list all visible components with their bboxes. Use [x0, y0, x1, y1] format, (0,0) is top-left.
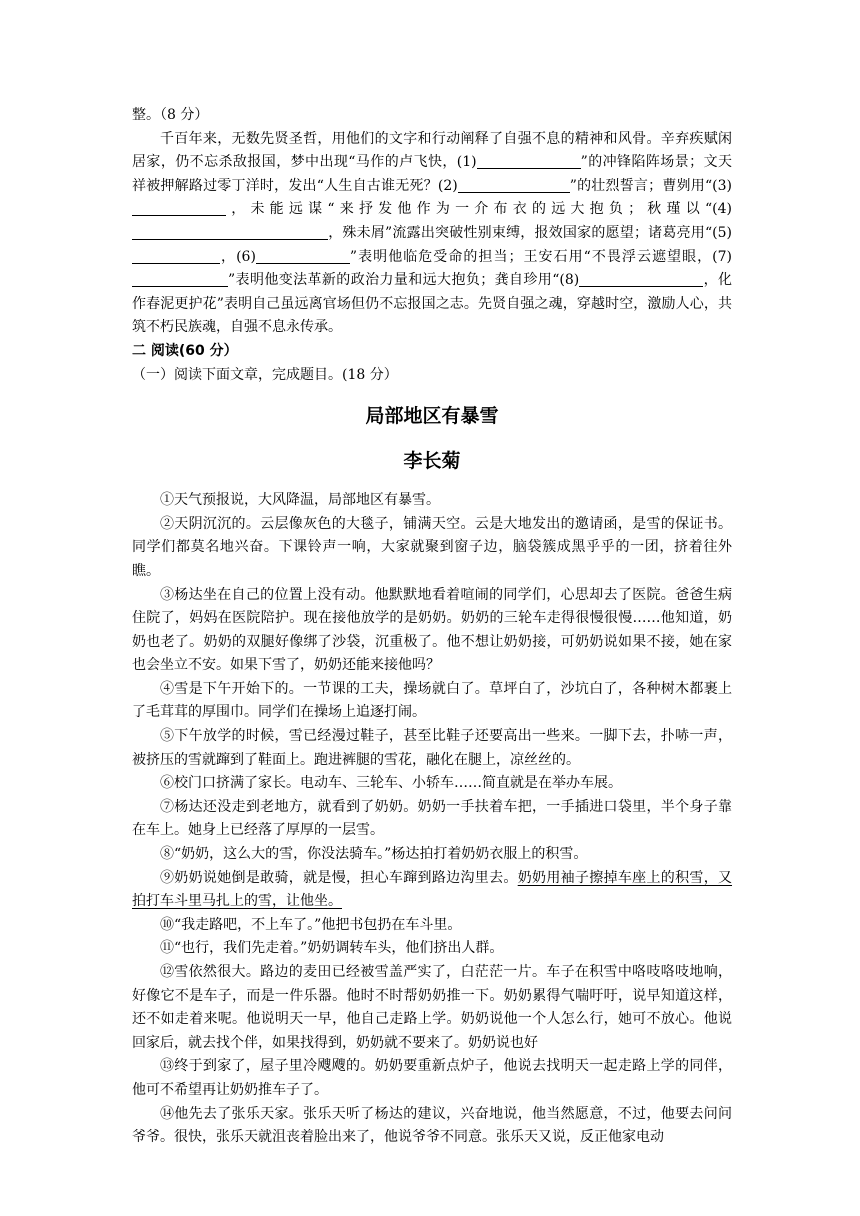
article-paragraph: ⑫雪依然很大。路边的麦田已经被雪盖严实了，白茫茫一片。车子在积雪中咯吱咯吱地响，好像它不是车子，而是一件乐器。他时不时帮奶奶推一下。奶奶累得气喘吁吁，说早知道这样，还不如走着来呢。他说明天一早，他自己走路上学。奶奶说他一个人怎么行，她可不放心。他说回家后，就去找个伴，如果找得到，奶奶就不要来了。奶奶说也好: [132, 964, 732, 1051]
blank-number: (8): [559, 272, 580, 289]
blank-number: (3): [712, 177, 732, 194]
answer-blank-1[interactable]: [477, 152, 581, 169]
text-segment: ”的壮烈誓言；曹刿用“: [569, 177, 713, 194]
subsection-heading: （一）阅读下面文章，完成题目。(18 分）: [132, 366, 398, 383]
text-segment: ，: [220, 248, 237, 265]
answer-blank-6[interactable]: [256, 247, 350, 264]
blank-number: (4): [712, 201, 732, 218]
article-paragraph: ⑤下午放学的时候，雪已经漫过鞋子，甚至比鞋子还要高出一些来。一脚下去，扑哧一声，被挤压的雪就蹿到了鞋面上。跑进裤腿的雪花，融化在腿上，凉丝丝的。: [132, 728, 732, 768]
underlined-sentence: 奶奶用袖子擦掉车座上的积雪，又拍打车斗里马扎上的雪，让他坐。: [132, 869, 733, 910]
text-segment: ，未能远谋“来抒发他作为一介布衣的远大抱负；秋瑾以“: [226, 201, 713, 218]
article-author: 李长菊: [403, 450, 461, 473]
text-segment: ”的冲锋陷阵场景；文天祥被押解路过零丁洋时，发出“人生自古谁无死？: [132, 154, 732, 194]
article-title: 局部地区有暴雪: [365, 405, 499, 428]
answer-blank-5[interactable]: [132, 247, 220, 264]
article-paragraph: ⑥校门口挤满了家长。电动车、三轮车、小轿车……简直就是在举办车展。: [160, 775, 622, 792]
article-paragraph-9: [132, 867, 732, 914]
article-paragraph: ⑩“我走路吧，不上车了。”他把书包扔在车斗里。: [160, 916, 462, 933]
article-paragraph: ⑧“奶奶，这么大的雪，你没法骑车。”杨达拍打着奶奶衣服上的积雪。: [160, 846, 588, 863]
article-paragraph: ①天气预报说，大风降温，局部地区有暴雪。: [160, 492, 440, 509]
fill-in-paragraph: [132, 128, 732, 340]
article-paragraph: ②天阴沉沉的。云层像灰色的大毯子，铺满天空。云是大地发出的邀请函，是雪的保证书。同学们都莫名地兴奋。下课铃声一响，大家就聚到窗子边，脑袋簇成黑乎乎的一团，挤着往外瞧。: [132, 515, 732, 579]
blank-number: (2): [437, 177, 458, 194]
blank-number: (7): [712, 248, 732, 265]
question-header: 整。（8 分）: [132, 107, 209, 123]
blank-number: (5): [712, 224, 732, 241]
answer-blank-7[interactable]: [132, 270, 228, 287]
section-heading: 二 阅读(60 分）: [132, 342, 238, 359]
text-segment: ，化作春泥更护花”表明自己虽远离官场但仍不忘报国之志。先贤自强之魂，穿越时空，激励人心，共筑不朽民族魂，自强不息永传承。: [132, 272, 732, 336]
blank-number: (1): [456, 154, 477, 171]
page-content: [132, 104, 732, 1150]
article-paragraph: ④雪是下午开始下的。一节课的工夫，操场就白了。草坪白了，沙坑白了，各种树木都裹上了毛茸茸的厚围巾。同学们在操场上追逐打闹。: [132, 680, 732, 721]
article-paragraph: ③杨达坐在自己的位置上没有动。他默默地看着喧闹的同学们，心思却去了医院。爸爸生病住院了，妈妈在医院陪护。现在接他放学的是奶奶。奶奶的三轮车走得很慢很慢……他知道，奶奶也老了。奶奶的双腿好像绑了沙袋，沉重极了。他不想让奶奶接，可奶奶说如果不接，她在家也会坐立不安。如果下雪了，奶奶还能来接他吗？: [132, 586, 732, 674]
answer-blank-8[interactable]: [579, 270, 703, 287]
article-paragraph: ⑦杨达还没走到老地方，就看到了奶奶。奶奶一手扶着车把，一手插进口袋里，半个身子靠在车上。她身上已经落了厚厚的一层雪。: [132, 798, 732, 839]
answer-blank-2[interactable]: [458, 176, 570, 193]
article-paragraph: ⑭他先去了张乐天家。张乐天听了杨达的建议，兴奋地说，他当然愿意，不过，他要去问问爷爷。很快，张乐天就沮丧着脸出来了，他说爷爷不同意。张乐天又说，反正他家电动: [132, 1105, 732, 1146]
text-segment: ”表明他临危受命的担当；王安石用“不畏浮云遮望眼，: [349, 248, 713, 265]
text-segment: 千百年来，无数先贤圣哲，用他们的文字和行动阐释了自强不息的精神和风骨。辛弃疾赋闲居家，仍不忘杀敌报国，梦中出现“马作的卢飞快，: [132, 130, 732, 171]
blank-number: (6): [236, 248, 256, 265]
article-paragraph: ⑪“也行，我们先走着。”奶奶调转车头，他们挤出人群。: [160, 940, 504, 957]
paragraph-text: ⑨奶奶说她倒是敢骑，就是慢，担心车蹿到路边沟里去。: [160, 869, 518, 886]
article-paragraph: ⑬终于到家了，屋子里冷飕飕的。奶奶要重新点炉子，他说去找明天一起走路上学的同伴，他可不希望再让奶奶推车子了。: [132, 1058, 732, 1098]
answer-blank-3[interactable]: [132, 199, 226, 216]
text-segment: ，殊未屑”流露出突破性别束缚，报效国家的愿望；诸葛亮用“: [328, 224, 713, 241]
answer-blank-4[interactable]: [132, 223, 328, 240]
text-segment: ”表明他变法革新的政治力量和远大抱负；龚自珍用“: [228, 272, 560, 289]
